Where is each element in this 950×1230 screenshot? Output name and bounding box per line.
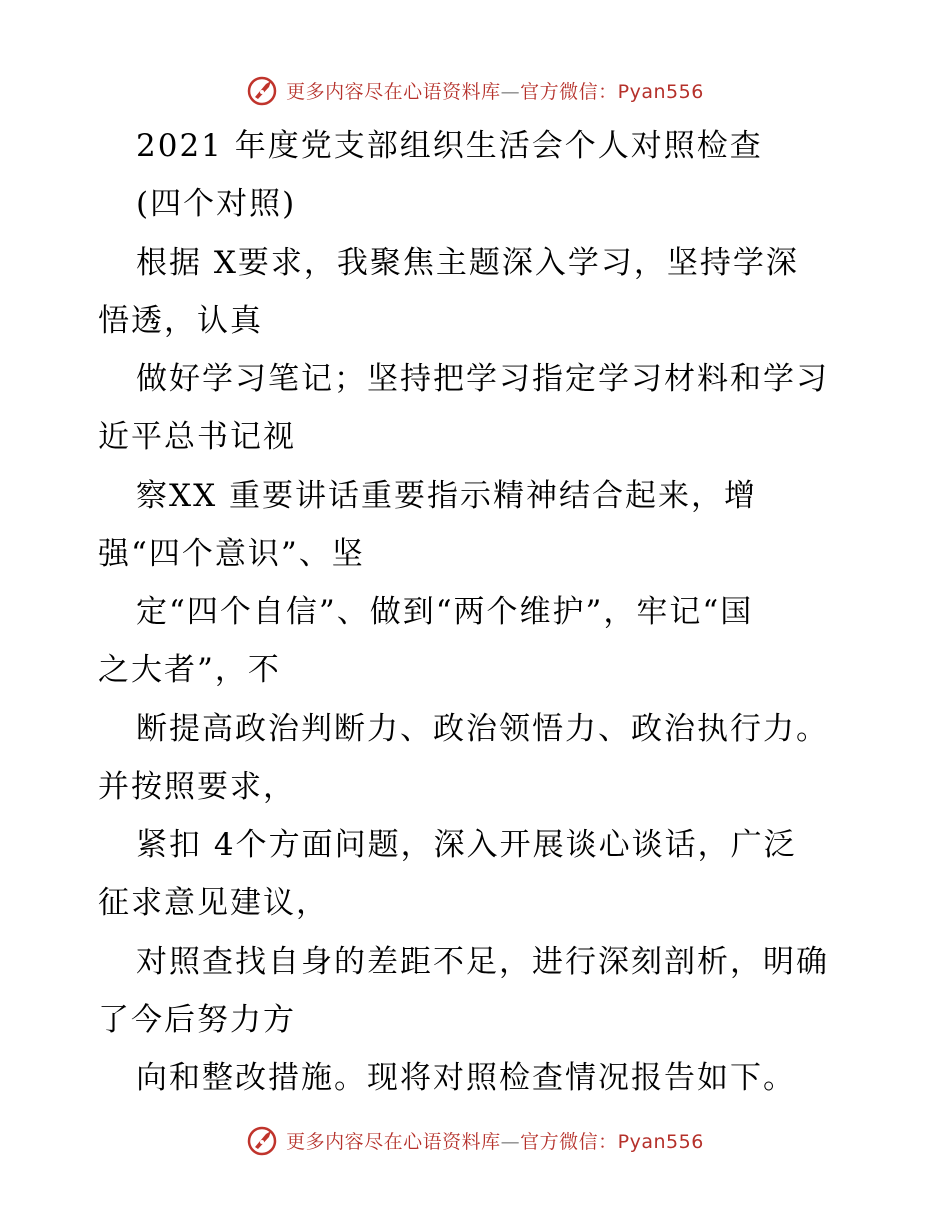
document-subtitle: (四个对照)	[136, 186, 297, 222]
paragraph-line: 征求意见建议，	[98, 885, 329, 921]
paragraph-line: 做好学习笔记；坚持把学习指定学习材料和学习	[136, 361, 829, 397]
paragraph-line: 向和整改措施。现将对照检查情况报告如下。	[136, 1060, 796, 1096]
paragraph-line: 紧扣 4个方面问题，深入开展谈心谈话，广泛	[136, 827, 797, 863]
paragraph-line: 定“四个自信”、做到“两个维护”，牢记“国	[136, 594, 754, 630]
watermark-footer	[0, 1120, 950, 1160]
paragraph-line: 之大者”，不	[98, 652, 281, 688]
paragraph-line: 根据 X要求，我聚焦主题深入学习，坚持学深	[136, 245, 799, 281]
watermark-text: 更多内容尽在心语资料库—官方微信：Pyan556	[286, 1130, 704, 1153]
paragraph-line: 近平总书记视	[98, 419, 296, 455]
paragraph-line: 强“四个意识”、坚	[98, 536, 365, 572]
paragraph-line: 对照查找自身的差距不足，进行深刻剖析，明确	[136, 944, 829, 980]
paragraph-line: 断提高政治判断力、政治领悟力、政治执行力。	[136, 711, 829, 747]
watermark-text: 更多内容尽在心语资料库—官方微信：Pyan556	[286, 80, 704, 103]
document-title: 2021 年度党支部组织生活会个人对照检查	[136, 128, 763, 164]
paragraph-line: 悟透，认真	[98, 303, 263, 339]
paragraph-line: 了今后努力方	[98, 1002, 296, 1038]
paragraph-line: 察XX 重要讲话重要指示精神结合起来，增	[136, 478, 757, 514]
pen-nib-logo-icon	[246, 1123, 280, 1157]
paragraph-line: 并按照要求，	[98, 769, 296, 805]
